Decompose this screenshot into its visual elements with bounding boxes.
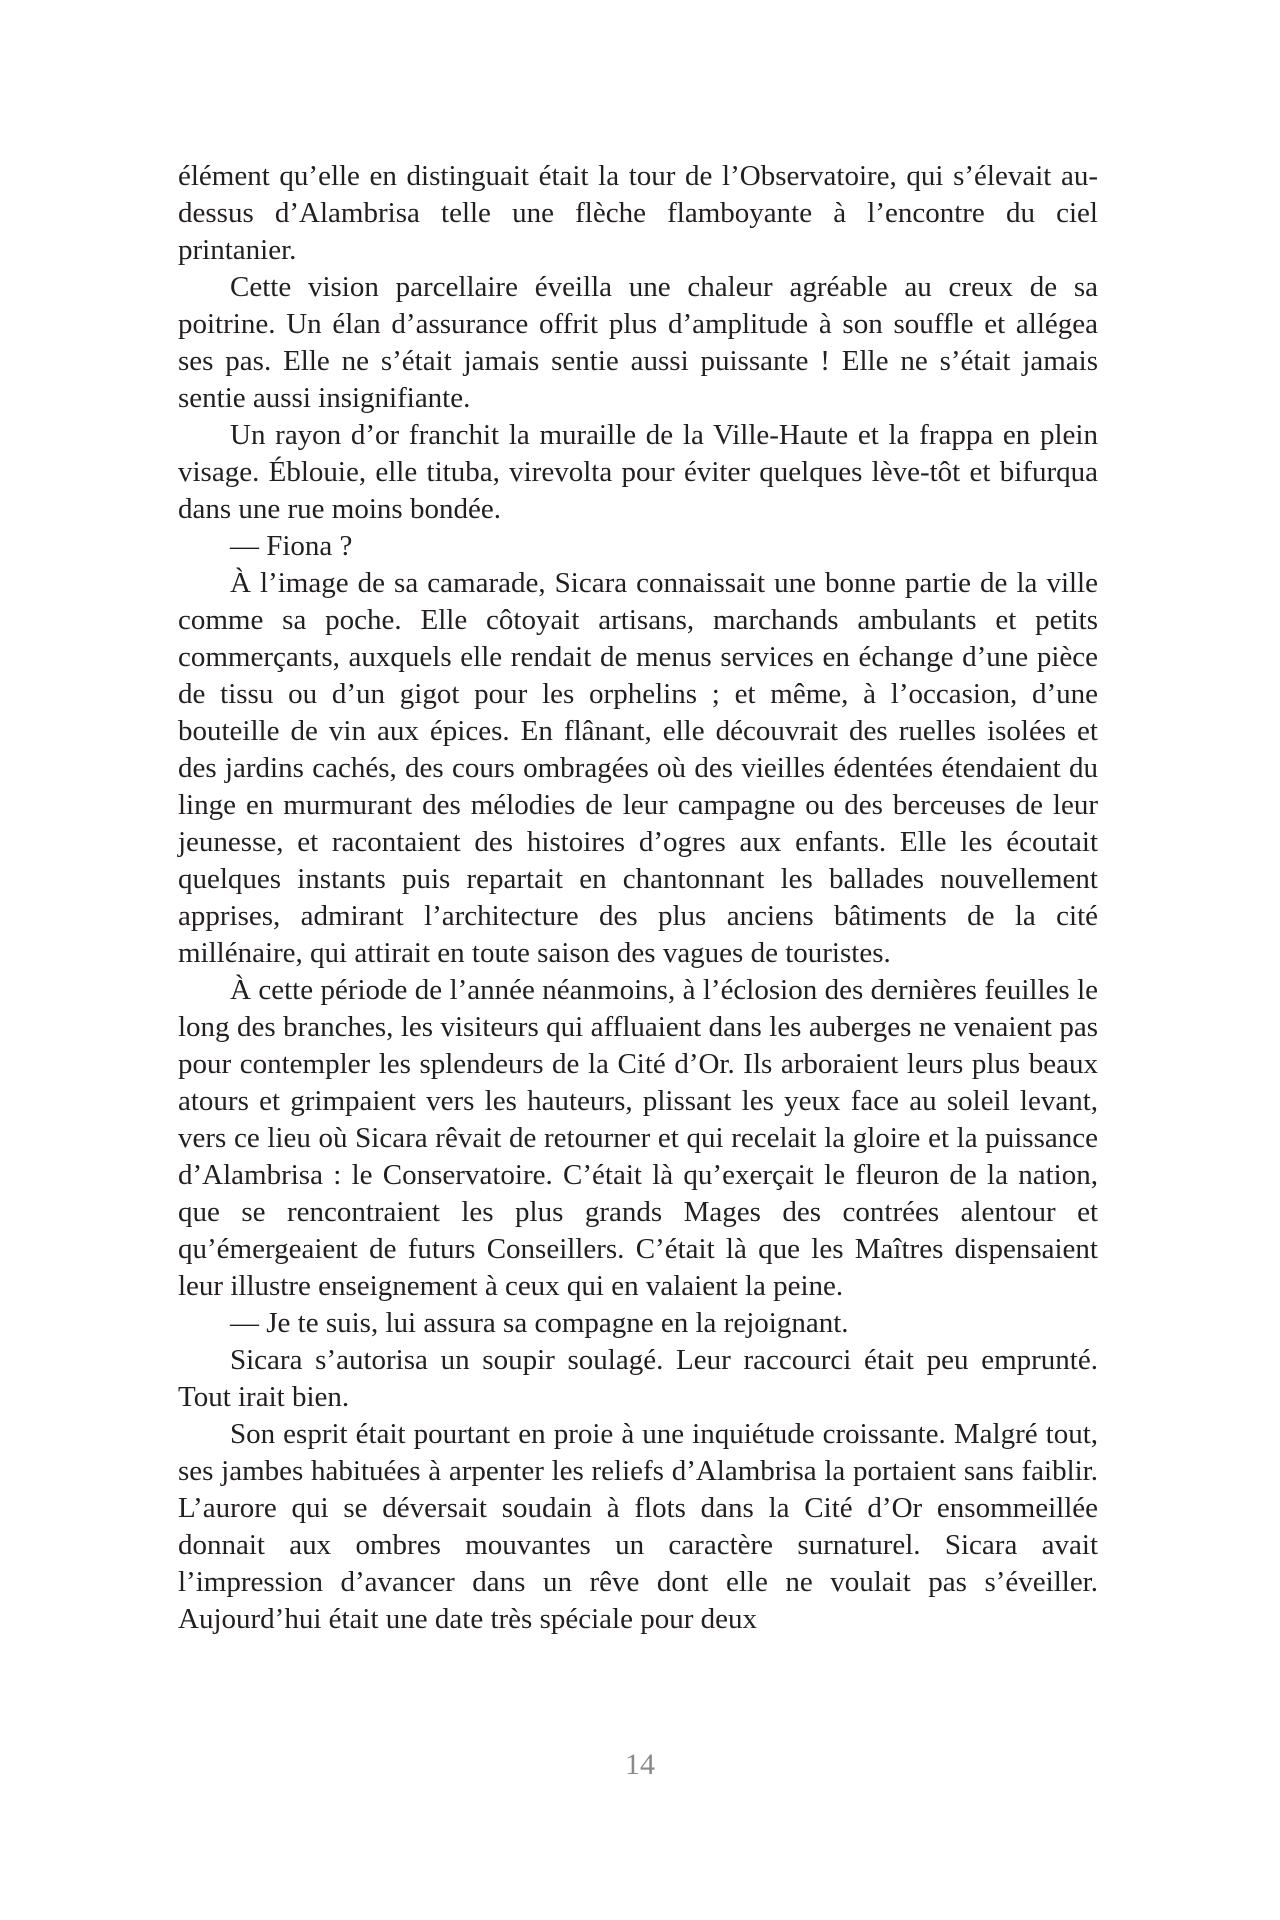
paragraph: Cette vision parcellaire éveilla une chaleur agréable au creux de sa poitrine. Un élan d’assurance offrit plus d’amplitude à son souffle et allégea ses pas. Elle ne s’était jamais sentie aussi puissante ! Elle ne s’était jamais sentie aussi insignifiante. xyxy=(178,271,1098,414)
paragraph: À l’image de sa camarade, Sicara connaissait une bonne partie de la ville comme sa poche. Elle côtoyait artisans, marchands ambulants et petits commerçants, auxquels elle rendait de menus services en échange d’une pièce de tissu ou d’un gigot pour les orphelins ; et même, à l’occasion, d’une bouteille de vin aux épices. En flânant, elle découvrait des ruelles isolées et des jardins cachés, des cours ombragées où des vieilles édentées étendaient du linge en murmurant des mélodies de leur campagne ou des berceuses de leur jeunesse, et racontaient des histoires d’ogres aux enfants. Elle les écoutait quelques instants puis repartait en chantonnant les ballades nouvellement apprises, admirant l’architecture des plus anciens bâtiments de la cité millénaire, qui attirait en toute saison des vagues de touristes. xyxy=(178,567,1098,969)
paragraph: Son esprit était pourtant en proie à une inquiétude croissante. Malgré tout, ses jambes habituées à arpenter les reliefs d’Alambrisa la portaient sans faiblir. L’aurore qui se déversait soudain à flots dans la Cité d’Or ensommeillée donnait aux ombres mouvantes un caractère surnaturel. Sicara avait l’impression d’avancer dans un rêve dont elle ne voulait pas s’éveiller. Aujourd’hui était une date très spéciale pour deux xyxy=(178,1418,1098,1635)
paragraph: Sicara s’autorisa un soupir soulagé. Leur raccourci était peu emprunté. Tout irait bien. xyxy=(178,1344,1098,1413)
dialogue-line: — Je te suis, lui assura sa compagne en la rejoignant. xyxy=(230,1307,849,1339)
paragraph: Un rayon d’or franchit la muraille de la Ville-Haute et la frappa en plein visage. Éblouie, elle tituba, virevolta pour éviter quelques lève-tôt et bifurqua dans une rue moins bondée. xyxy=(178,419,1098,525)
dialogue-line: — Fiona ? xyxy=(230,530,353,562)
paragraph-continued: élément qu’elle en distinguait était la tour de l’Observatoire, qui s’élevait au-dessus d’Alambrisa telle une flèche flamboyante à l’encontre du ciel printanier. xyxy=(178,160,1098,266)
body-text xyxy=(178,158,1098,1638)
paragraph: À cette période de l’année néanmoins, à l’éclosion des dernières feuilles le long des branches, les visiteurs qui affluaient dans les auberges ne venaient pas pour contempler les splendeurs de la Cité d’Or. Ils arboraient leurs plus beaux atours et grimpaient vers les hauteurs, plissant les yeux face au soleil levant, vers ce lieu où Sicara rêvait de retourner et qui recelait la gloire et la puissance d’Alambrisa : le Conservatoire. C’était là qu’exerçait le fleuron de la nation, que se rencontraient les plus grands Mages des contrées alentour et qu’émergeaient de futurs Conseillers. C’était là que les Maîtres dispensaient leur illustre enseignement à ceux qui en valaient la peine. xyxy=(178,974,1098,1302)
page-number: 14 xyxy=(625,1748,655,1781)
